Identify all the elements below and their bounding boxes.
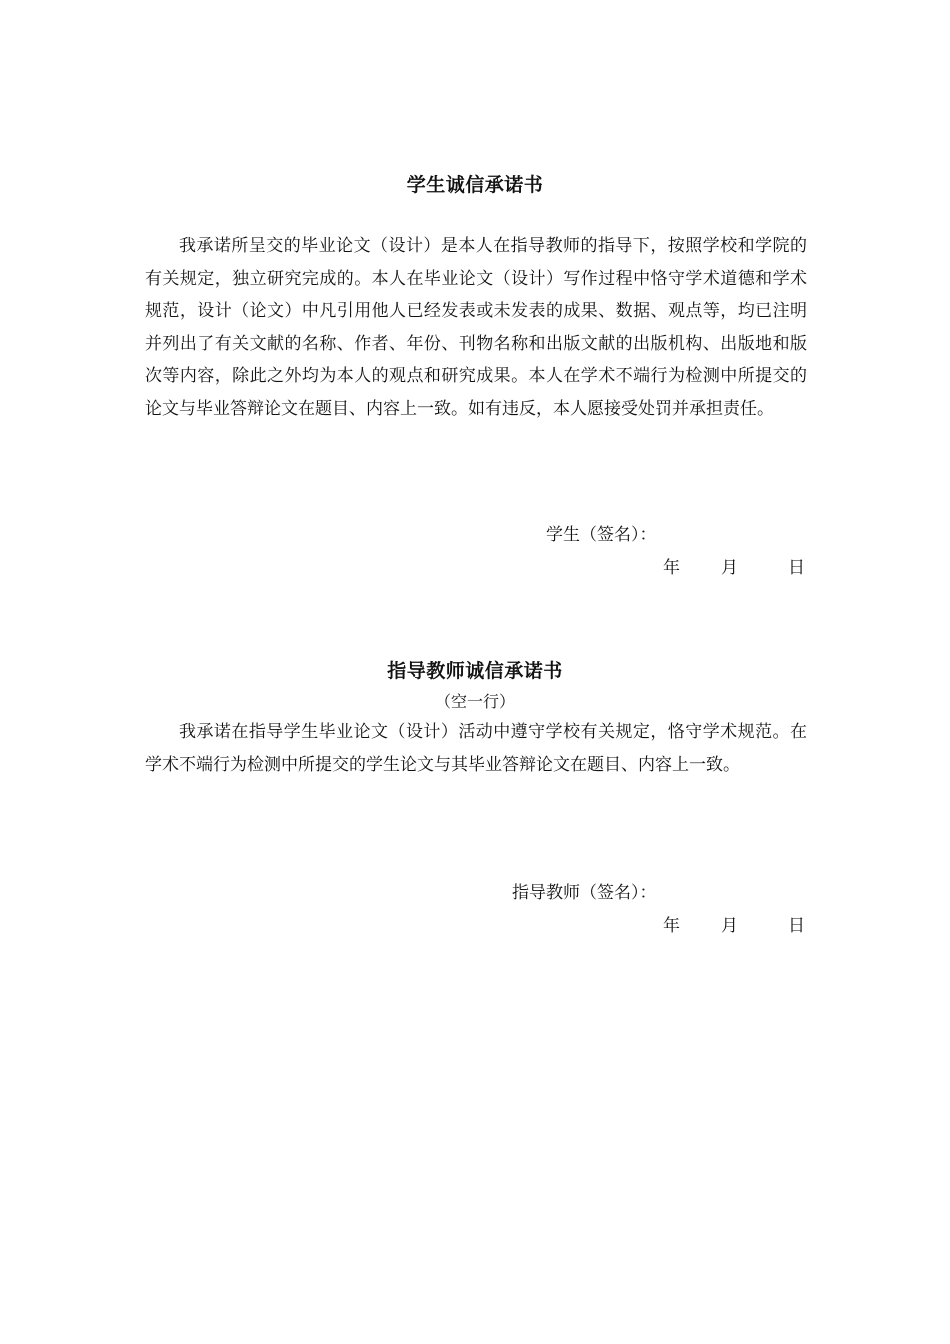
student-date-day: 日: [788, 558, 805, 578]
teacher-pledge-note: （空一行）: [434, 692, 515, 711]
teacher-pledge-body: 我承诺在指导学生毕业论文（设计）活动中遵守学校有关规定，恪守学术规范。在学术不端行为检测中所提交的学生论文与其毕业答辩论文在题目、内容上一致。: [145, 722, 807, 775]
student-pledge-body: 我承诺所呈交的毕业论文（设计）是本人在指导教师的指导下，按照学校和学院的有关规定，独立研究完成的。本人在毕业论文（设计）写作过程中恪守学术道德和学术规范，设计（论文）中凡引用他人已经发表或未发表的成果、数据、观点等，均已注明并列出了有关文献的名称、作者、年份、刊物名称和出版文献的出版机构、出版地和版次等内容，除此之外均为本人的观点和研究成果。本人在学术不端行为检测中所提交的论文与毕业答辩论文在题目、内容上一致。如有违反，本人愿接受处罚并承担责任。: [145, 236, 807, 419]
student-date-month: 月: [721, 558, 738, 578]
student-pledge-title: 学生诚信承诺书: [406, 174, 544, 196]
student-signature-label: 学生（签名）：: [546, 525, 657, 545]
teacher-date-day: 日: [788, 916, 805, 936]
teacher-date-month: 月: [721, 916, 738, 936]
teacher-signature-label: 指导教师（签名）：: [512, 883, 657, 903]
student-date-year: 年: [663, 558, 680, 578]
teacher-date-year: 年: [663, 916, 680, 936]
teacher-pledge-title: 指导教师诚信承诺书: [387, 660, 563, 682]
